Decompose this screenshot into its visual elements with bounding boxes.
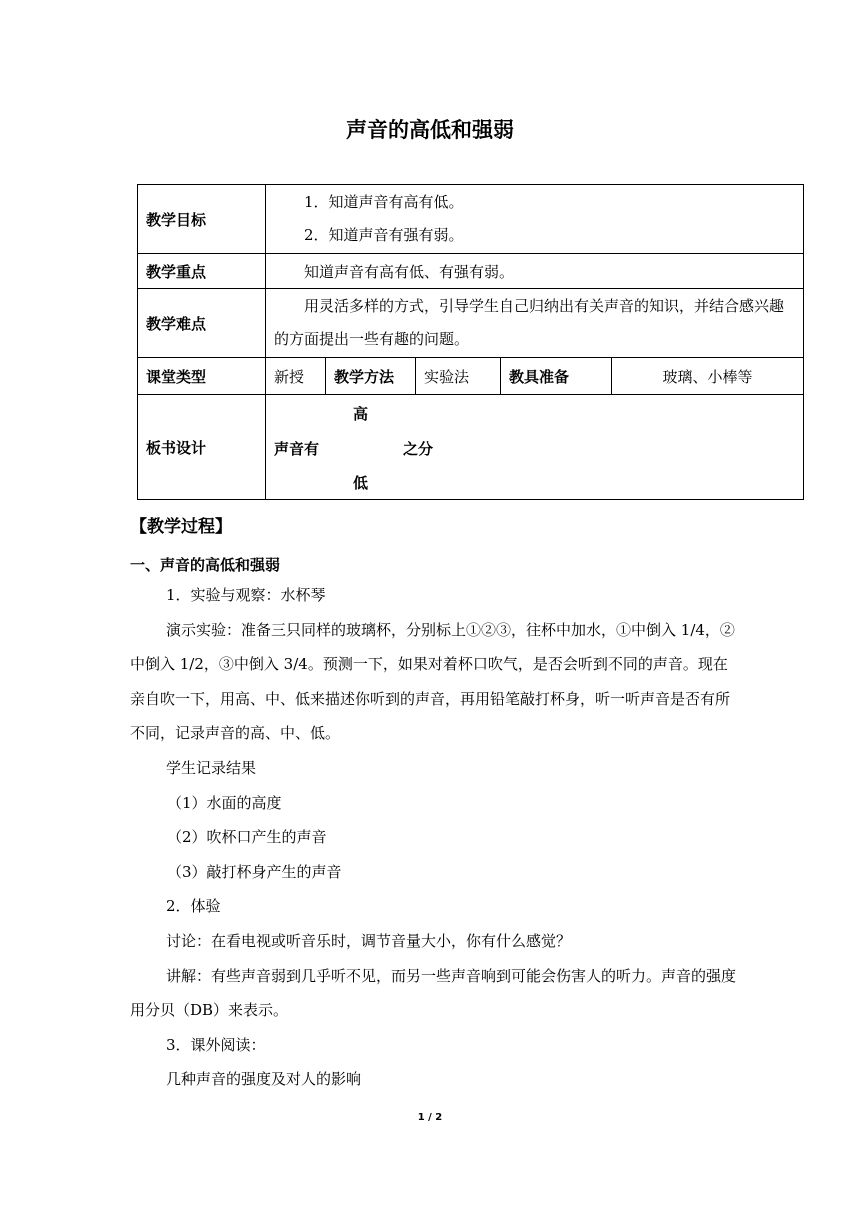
board-label: 板书设计 xyxy=(138,395,266,500)
board-cell xyxy=(266,395,804,500)
goal-cell xyxy=(266,185,804,254)
board-high: 高 xyxy=(353,405,369,423)
table-row xyxy=(138,289,804,358)
body-text xyxy=(130,578,740,1097)
paragraph: 演示实验：准备三只同样的玻璃杯，分别标上①②③，往杯中加水，①中倒入 1/4，②中倒入 1/2，③中倒入 3/4。预测一下，如果对着杯口吹气，是否会听到不同的声音。现在亲自吹一下，用高、中、低来描述你听到的声音，再用铅笔敲打杯身，听一听声音是否有所不同，记录声音的高、中、低。 xyxy=(130,620,735,743)
tools-value: 玻璃、小棒等 xyxy=(612,358,804,395)
key-text: 知道声音有高有低、有强有弱。 xyxy=(266,254,804,289)
lesson-plan-table xyxy=(137,184,804,500)
section-title: 一、声音的高低和强弱 xyxy=(130,556,281,574)
table-row xyxy=(138,395,804,500)
method-label: 教学方法 xyxy=(326,358,416,395)
paragraph: 几种声音的强度及对人的影响 xyxy=(166,1070,362,1089)
board-design xyxy=(266,395,803,499)
paragraph: 讲解：有些声音弱到几乎听不见，而另一些声音响到可能会伤害人的听力。声音的强度用分贝（DB）来表示。 xyxy=(130,966,737,1020)
goal-item: 2．知道声音有强有弱。 xyxy=(304,226,464,244)
class-type-label: 课堂类型 xyxy=(138,358,266,395)
board-suffix: 之分 xyxy=(403,440,434,458)
difficulty-text: 用灵活多样的方式，引导学生自己归纳出有关声音的知识，并结合感兴趣的方面提出一些有趣的问题。 xyxy=(266,289,804,358)
process-header: 【教学过程】 xyxy=(130,517,232,537)
table-row xyxy=(138,254,804,289)
paragraph: 讨论：在看电视或听音乐时，调节音量大小，你有什么感觉？ xyxy=(166,931,572,950)
table-row xyxy=(138,358,804,395)
tools-label: 教具准备 xyxy=(501,358,612,395)
list-item: （2）吹杯口产生的声音 xyxy=(167,828,327,847)
list-item: （3）敲打杯身产生的声音 xyxy=(167,862,342,881)
method-value: 实验法 xyxy=(416,358,501,395)
paragraph: 3．课外阅读： xyxy=(166,1035,266,1054)
difficulty-label: 教学难点 xyxy=(138,289,266,358)
goal-item: 1．知道声音有高有低。 xyxy=(304,193,464,211)
page-number: 1 / 2 xyxy=(417,1112,443,1123)
goal-label: 教学目标 xyxy=(138,185,266,254)
paragraph: 学生记录结果 xyxy=(166,758,257,777)
class-type-value: 新授 xyxy=(266,358,326,395)
paragraph: 1．实验与观察：水杯琴 xyxy=(166,586,326,604)
key-label: 教学重点 xyxy=(138,254,266,289)
list-item: （1）水面的高度 xyxy=(167,793,282,812)
paragraph: 2．体验 xyxy=(166,897,221,916)
board-low: 低 xyxy=(353,474,369,492)
board-prefix: 声音有 xyxy=(274,440,320,458)
table-row xyxy=(138,185,804,254)
page-title: 声音的高低和强弱 xyxy=(346,118,514,142)
